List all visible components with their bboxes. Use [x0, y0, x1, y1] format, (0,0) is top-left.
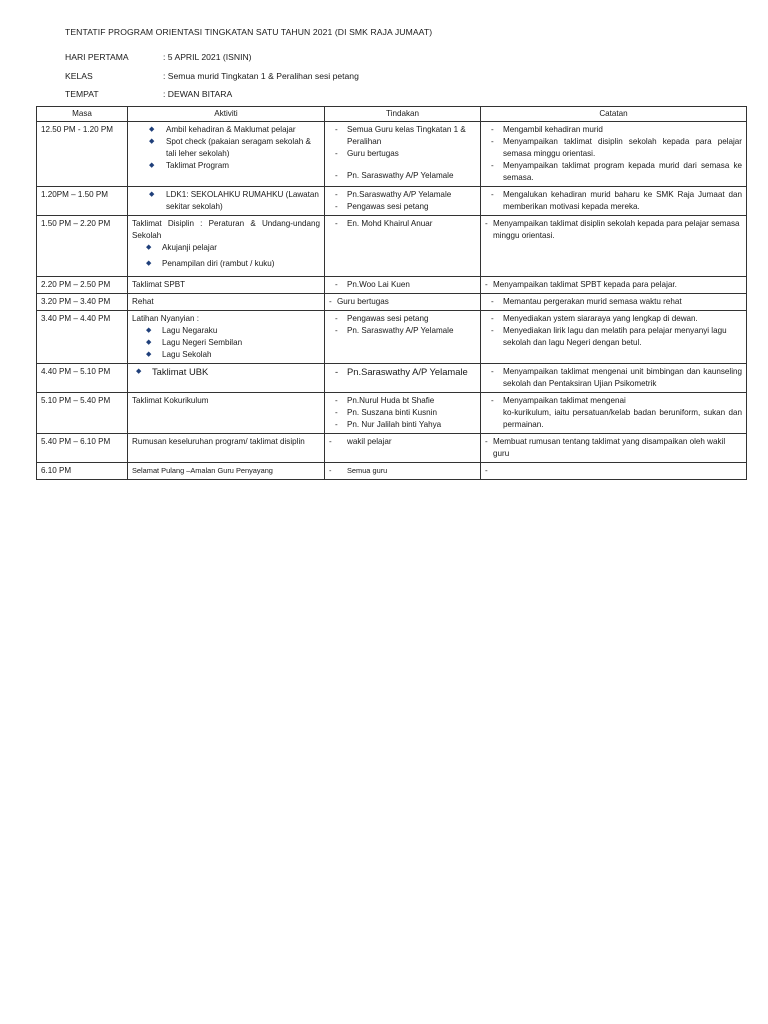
table-row: [37, 294, 747, 311]
diamond-bullet-icon: ◆: [149, 191, 155, 198]
table-row: [37, 277, 747, 294]
list-item: - Semua Guru kelas Tingkatan 1 & Peralihan: [335, 125, 466, 146]
cell-aktiviti: Rehat: [128, 294, 325, 311]
cell-catatan: [481, 187, 747, 216]
cell-catatan: [481, 364, 747, 393]
cell-aktiviti: [128, 364, 325, 393]
list-item: - Pn. Suszana binti Kusnin: [335, 408, 437, 417]
diamond-bullet-icon: ◆: [149, 126, 155, 133]
list-item: - Menyampaikan taklimat disiplin sekolah kepada para pelajar semasa minggu orientasi.: [485, 219, 740, 240]
diamond-bullet-icon: ◆: [149, 162, 155, 169]
meta-label: KELAS: [65, 71, 93, 81]
cell-masa: 3.40 PM – 4.40 PM: [37, 311, 128, 364]
cell-aktiviti: [128, 122, 325, 187]
list-item: ko-kurikulum, iaitu persatuan/kelab badan beruniform, sukan dan permainan.: [503, 408, 742, 429]
list-item: - Menyampaikan taklimat SPBT kepada para pelajar.: [485, 280, 677, 289]
list-item: ◆ Penampilan diri (rambut / kuku): [146, 259, 275, 268]
list-item: - wakil pelajar: [329, 437, 392, 446]
cell-masa: 3.20 PM – 3.40 PM: [37, 294, 128, 311]
cell-catatan: [481, 311, 747, 364]
list-item: - Pengawas sesi petang: [335, 202, 429, 211]
header-tindakan: Tindakan: [325, 107, 481, 122]
cell-masa: 4.40 PM – 5.10 PM: [37, 364, 128, 393]
cell-masa: 6.10 PM: [37, 463, 128, 480]
list-item: - Menyediakan lirik lagu dan melatih para pelajar menyanyi lagu sekolah dan lagu Negeri dengan betul.: [491, 326, 727, 347]
cell-tindakan: [325, 311, 481, 364]
list-item: ◆ Lagu Negaraku: [146, 326, 218, 335]
list-item: - Guru bertugas: [335, 149, 399, 158]
cell-masa: 2.20 PM – 2.50 PM: [37, 277, 128, 294]
cell-masa: 1.50 PM – 2.20 PM: [37, 216, 128, 277]
cell-masa: 1.20PM – 1.50 PM: [37, 187, 128, 216]
cell-catatan: -: [481, 463, 747, 480]
list-item: - Pn.Nurul Huda bt Shafie: [335, 396, 435, 405]
list-item: - En. Mohd Khairul Anuar: [335, 219, 433, 228]
diamond-bullet-icon: ◆: [146, 244, 152, 251]
cell-aktiviti: Rumusan keseluruhan program/ taklimat disiplin: [128, 434, 325, 463]
list-item: - Menyampaikan taklimat disiplin sekolah kepada para pelajar semasa minggu orientasi.: [491, 137, 742, 158]
list-item: - Membuat rumusan tentang taklimat yang disampaikan oleh wakil guru: [485, 437, 726, 458]
list-item: - Pengawas sesi petang: [335, 314, 429, 323]
table-row: [37, 122, 747, 187]
list-item: - Menyampaikan taklimat mengenai unit bimbingan dan kaunseling sekolah dan Pentaksiran Ujian Psikometrik: [491, 367, 742, 388]
cell-tindakan: [325, 122, 481, 187]
cell-masa: 5.10 PM – 5.40 PM: [37, 393, 128, 434]
table-header-row: [37, 107, 747, 122]
cell-catatan: [481, 294, 747, 311]
list-item: ◆ Taklimat Program: [149, 161, 229, 170]
list-item: ◆ Lagu Negeri Sembilan: [146, 338, 243, 347]
list-item: - Memantau pergerakan murid semasa waktu rehat: [491, 297, 682, 306]
aktiviti-text: Latihan Nyanyian :: [132, 314, 200, 323]
diamond-bullet-icon: ◆: [146, 327, 152, 334]
cell-aktiviti: Taklimat SPBT: [128, 277, 325, 294]
cell-catatan: [481, 393, 747, 434]
table-row: [37, 216, 747, 277]
list-item: - Pn. Nur Jalilah binti Yahya: [335, 420, 442, 429]
table-row: [37, 187, 747, 216]
cell-masa: 12.50 PM - 1.20 PM: [37, 122, 128, 187]
table-row: [37, 393, 747, 434]
cell-catatan: [481, 277, 747, 294]
cell-tindakan: [325, 277, 481, 294]
meta-label: TEMPAT: [65, 89, 99, 99]
list-item: - Pn. Saraswathy A/P Yelamale: [335, 326, 454, 335]
meta-value: : DEWAN BITARA: [163, 89, 233, 99]
cell-tindakan: [325, 463, 481, 480]
cell-aktiviti: [128, 311, 325, 364]
list-item: ◆ Spot check (pakaian seragam sekolah & tali leher sekolah): [149, 137, 311, 158]
diamond-bullet-icon: ◆: [149, 138, 155, 145]
cell-aktiviti: [128, 187, 325, 216]
list-item: - Guru bertugas: [329, 297, 389, 306]
list-item: ◆ Taklimat UBK: [136, 366, 209, 377]
table-row: [37, 311, 747, 364]
diamond-bullet-icon: ◆: [146, 260, 152, 267]
list-item: - Menyampaikan taklimat mengenai: [491, 396, 626, 405]
list-item: - Menyampaikan taklimat program kepada murid dari semasa ke semasa.: [491, 161, 742, 182]
list-item: ◆ Ambil kehadiran & Maklumat pelajar: [149, 125, 296, 134]
aktiviti-text: Taklimat Disiplin : Peraturan & Undang-undang Sekolah: [132, 219, 320, 240]
meta-label: HARI PERTAMA: [65, 52, 129, 62]
list-item: - Mengalukan kehadiran murid baharu ke SMK Raja Jumaat dan memberikan motivasi kepada mereka.: [491, 190, 742, 211]
list-item: - Menyediakan ystem siararaya yang lengkap di dewan.: [491, 314, 698, 323]
cell-catatan: [481, 122, 747, 187]
cell-aktiviti: Selamat Pulang –Amalan Guru Penyayang: [128, 463, 325, 480]
list-item: - Pn.Woo Lai Kuen: [335, 280, 410, 289]
cell-aktiviti: Taklimat Kokurikulum: [128, 393, 325, 434]
table-row: [37, 434, 747, 463]
header-masa: Masa: [37, 107, 128, 122]
table-row: [37, 364, 747, 393]
list-item: ◆ LDK1: SEKOLAHKU RUMAHKU (Lawatan sekitar sekolah): [149, 190, 319, 211]
cell-catatan: [481, 434, 747, 463]
list-item: - Semua guru: [329, 466, 388, 475]
list-item: - Mengambil kehadiran murid: [491, 125, 603, 134]
cell-catatan: [481, 216, 747, 277]
cell-tindakan: [325, 393, 481, 434]
schedule-table: [36, 106, 747, 480]
cell-tindakan: [325, 364, 481, 393]
diamond-bullet-icon: ◆: [136, 368, 142, 375]
table-row: [37, 463, 747, 480]
list-item: - Pn. Saraswathy A/P Yelamale: [335, 171, 454, 180]
list-item: - Pn.Saraswathy A/P Yelamale: [335, 366, 468, 377]
list-item: ◆ Lagu Sekolah: [146, 350, 212, 359]
cell-masa: 5.40 PM – 6.10 PM: [37, 434, 128, 463]
diamond-bullet-icon: ◆: [146, 351, 152, 358]
meta-value: : 5 APRIL 2021 (ISNIN): [163, 52, 252, 62]
cell-aktiviti: [128, 216, 325, 277]
header-aktiviti: Aktiviti: [128, 107, 325, 122]
list-item: - Pn.Saraswathy A/P Yelamale: [335, 190, 452, 199]
meta-value: : Semua murid Tingkatan 1 & Peralihan sesi petang: [163, 71, 359, 81]
diamond-bullet-icon: ◆: [146, 339, 152, 346]
list-item: ◆ Akujanji pelajar: [146, 243, 217, 252]
header-catatan: Catatan: [481, 107, 747, 122]
cell-tindakan: [325, 187, 481, 216]
cell-tindakan: [325, 434, 481, 463]
cell-tindakan: [325, 216, 481, 277]
cell-tindakan: [325, 294, 481, 311]
document-title: TENTATIF PROGRAM ORIENTASI TINGKATAN SATU TAHUN 2021 (DI SMK RAJA JUMAAT): [65, 27, 433, 37]
